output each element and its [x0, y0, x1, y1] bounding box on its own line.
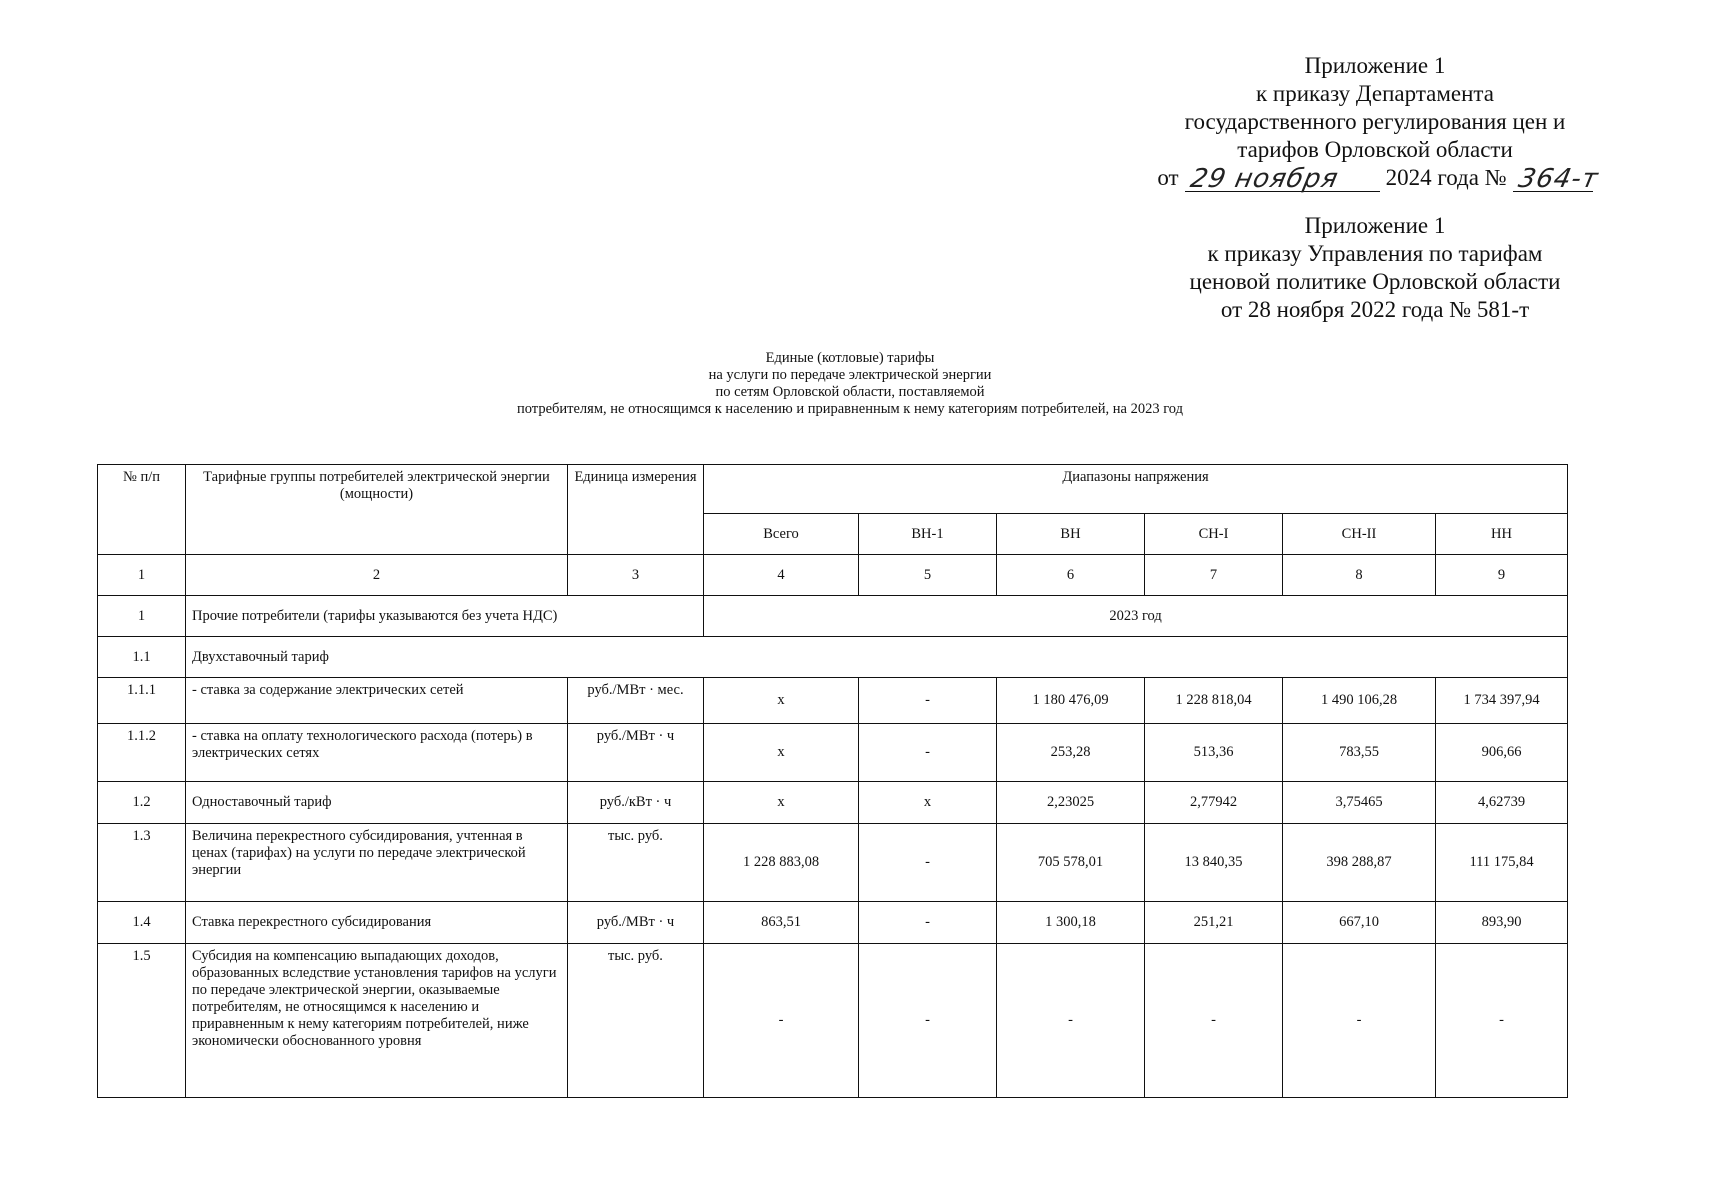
column-number-row	[98, 555, 1568, 596]
value-sn2: 1 490 106,28	[1283, 678, 1436, 724]
header-unit: Единица измерения	[568, 465, 704, 555]
row-num: 1.5	[98, 944, 186, 1098]
order-year: 2024 года №	[1385, 165, 1507, 190]
value-sn2: -	[1283, 944, 1436, 1098]
annex-1-line: государственного регулирования цен и	[1184, 109, 1566, 134]
value-total: х	[704, 782, 859, 824]
value-sn1: -	[1145, 944, 1283, 1098]
column-number: 5	[859, 555, 997, 596]
title-line: потребителям, не относящимся к населению и приравненным к нему категориям потребителей, на 2023 год	[516, 401, 1184, 417]
row-unit: руб./МВт · ч	[568, 902, 704, 944]
value-sn2: 3,75465	[1283, 782, 1436, 824]
row-label: - ставка за содержание электрических сетей	[186, 678, 568, 724]
column-number: 1	[98, 555, 186, 596]
header-row	[98, 465, 1568, 514]
value-sn2: 398 288,87	[1283, 824, 1436, 902]
table-row	[98, 782, 1568, 824]
value-vn1: -	[859, 944, 997, 1098]
column-number: 9	[1436, 555, 1568, 596]
value-sn1: 1 228 818,04	[1145, 678, 1283, 724]
column-number: 3	[568, 555, 704, 596]
annex-1-line: к приказу Департамента	[1256, 81, 1494, 106]
row-label: Одноставочный тариф	[186, 782, 568, 824]
annex-2-line: Приложение 1	[1304, 213, 1446, 238]
document-title	[400, 350, 1300, 418]
row-unit: руб./МВт · ч	[568, 724, 704, 782]
value-sn1: 251,21	[1145, 902, 1283, 944]
title-line: на услуги по передаче электрической энергии	[708, 367, 992, 383]
row-label: Ставка перекрестного субсидирования	[186, 902, 568, 944]
column-number: 4	[704, 555, 859, 596]
value-sn1: 513,36	[1145, 724, 1283, 782]
table-row	[98, 678, 1568, 724]
header-total: Всего	[704, 514, 859, 555]
row-num: 1.2	[98, 782, 186, 824]
handwritten-number: 364-т	[1515, 164, 1602, 194]
value-total: 863,51	[704, 902, 859, 944]
value-vn1: -	[859, 824, 997, 902]
value-total: 1 228 883,08	[704, 824, 859, 902]
value-nn: -	[1436, 944, 1568, 1098]
annex-1-line: тарифов Орловской области	[1237, 137, 1513, 162]
table-row	[98, 902, 1568, 944]
annex-1-line: Приложение 1	[1304, 53, 1446, 78]
tariff-table	[97, 464, 1568, 1098]
title-line: Единые (котловые) тарифы	[765, 350, 935, 366]
order-date-field	[1185, 164, 1380, 194]
header-num: № п/п	[98, 465, 186, 555]
table-row	[98, 824, 1568, 902]
value-nn: 893,90	[1436, 902, 1568, 944]
value-total: -	[704, 944, 859, 1098]
annex-2-header	[1170, 212, 1580, 324]
value-vn1: х	[859, 782, 997, 824]
header-vn1: ВН-1	[859, 514, 997, 555]
order-number-field	[1513, 164, 1602, 194]
annex-2-line: ценовой политике Орловской области	[1189, 269, 1561, 294]
header-sn2: СН-II	[1283, 514, 1436, 555]
header-vn: ВН	[997, 514, 1145, 555]
order-prefix: от	[1157, 165, 1179, 190]
value-vn: 253,28	[997, 724, 1145, 782]
value-sn2: 783,55	[1283, 724, 1436, 782]
table-row	[98, 724, 1568, 782]
row-num: 1.1.2	[98, 724, 186, 782]
value-nn: 1 734 397,94	[1436, 678, 1568, 724]
value-vn: 2,23025	[997, 782, 1145, 824]
row-num: 1.4	[98, 902, 186, 944]
header-sn1: СН-I	[1145, 514, 1283, 555]
column-number: 6	[997, 555, 1145, 596]
section-year: 2023 год	[704, 596, 1568, 637]
header-ranges: Диапазоны напряжения	[704, 465, 1568, 514]
handwritten-date: 29 ноября	[1187, 164, 1341, 194]
header-groups: Тарифные группы потребителей электрической энергии (мощности)	[186, 465, 568, 555]
row-label: - ставка на оплату технологического расхода (потерь) в электрических сетях	[186, 724, 568, 782]
value-vn1: -	[859, 902, 997, 944]
row-label: Величина перекрестного субсидирования, учтенная в ценах (тарифах) на услуги по передаче электрической энергии	[186, 824, 568, 902]
row-num: 1.1.1	[98, 678, 186, 724]
value-nn: 906,66	[1436, 724, 1568, 782]
row-unit: руб./МВт · мес.	[568, 678, 704, 724]
value-vn: 1 180 476,09	[997, 678, 1145, 724]
annex-2-line: от 28 ноября 2022 года № 581-т	[1220, 297, 1530, 322]
section-row	[98, 596, 1568, 637]
row-unit: тыс. руб.	[568, 944, 704, 1098]
column-number: 8	[1283, 555, 1436, 596]
row-label: Прочие потребители (тарифы указываются без учета НДС)	[186, 596, 704, 637]
table-row	[98, 944, 1568, 1098]
subsection-row	[98, 637, 1568, 678]
order-date-line	[1157, 164, 1602, 194]
row-num: 1.3	[98, 824, 186, 902]
value-total: х	[704, 678, 859, 724]
row-label: Субсидия на компенсацию выпадающих доходов, образованных вследствие установления тарифов на услуги по передаче электрической энергии, оказываемые потребителям, не относящимся к населению и приравненным к нему категориям потребителей, ниже экономически обоснованного уровня	[186, 944, 568, 1098]
value-sn2: 667,10	[1283, 902, 1436, 944]
row-unit: руб./кВт · ч	[568, 782, 704, 824]
column-number: 7	[1145, 555, 1283, 596]
value-vn: -	[997, 944, 1145, 1098]
value-sn1: 2,77942	[1145, 782, 1283, 824]
title-line: по сетям Орловской области, поставляемой	[715, 384, 985, 400]
row-unit: тыс. руб.	[568, 824, 704, 902]
header-nn: НН	[1436, 514, 1568, 555]
row-num: 1	[98, 596, 186, 637]
annex-1-header	[1150, 52, 1600, 192]
value-sn1: 13 840,35	[1145, 824, 1283, 902]
value-vn: 705 578,01	[997, 824, 1145, 902]
column-number: 2	[186, 555, 568, 596]
value-nn: 111 175,84	[1436, 824, 1568, 902]
value-total: х	[704, 724, 859, 782]
value-nn: 4,62739	[1436, 782, 1568, 824]
annex-2-line: к приказу Управления по тарифам	[1207, 241, 1543, 266]
value-vn1: -	[859, 678, 997, 724]
value-vn: 1 300,18	[997, 902, 1145, 944]
row-label: Двухставочный тариф	[186, 637, 1568, 678]
value-vn1: -	[859, 724, 997, 782]
row-num: 1.1	[98, 637, 186, 678]
